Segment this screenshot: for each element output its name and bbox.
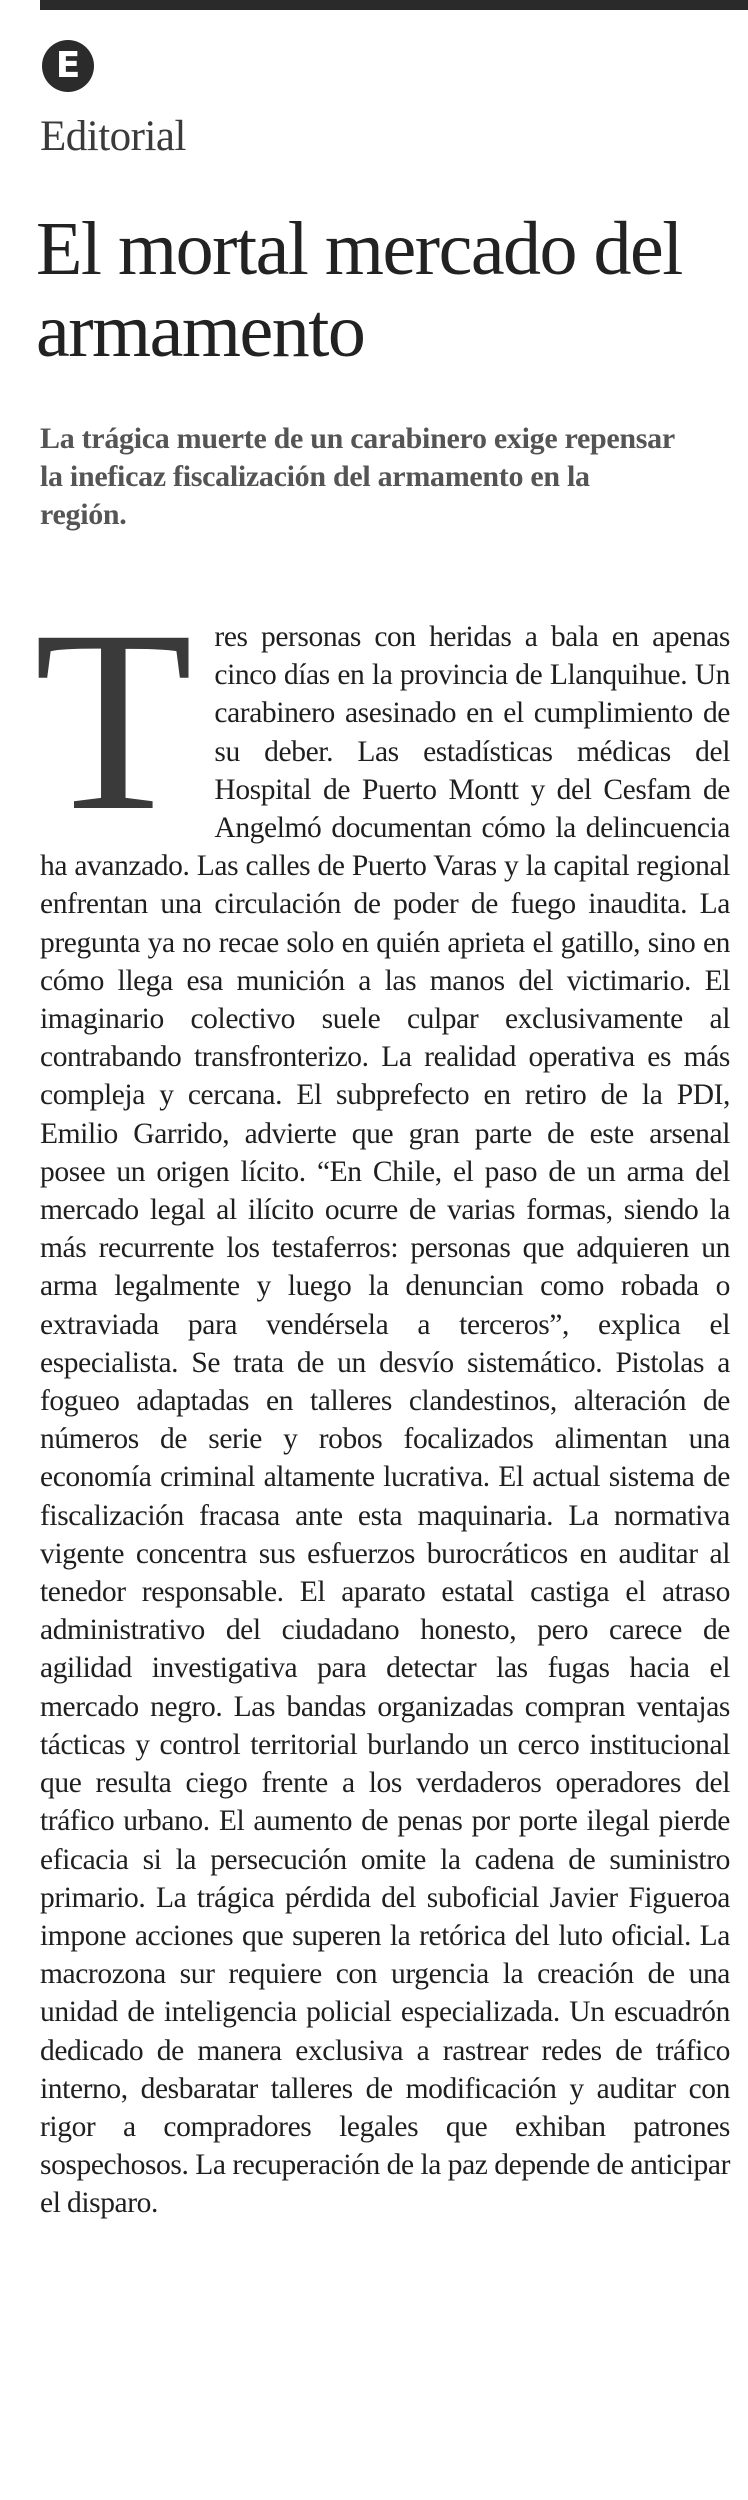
section-label: Editorial xyxy=(40,113,186,160)
drop-cap: T xyxy=(34,577,193,865)
article-body xyxy=(34,577,730,2223)
article-title: El mortal mercado del armamento xyxy=(36,207,682,373)
editorial-badge-icon xyxy=(42,40,94,92)
article-deck: La trágica muerte de un carabinero exige repensar la ineficaz fiscalización del armamento en la región. xyxy=(40,422,675,531)
badge-letter: E xyxy=(55,45,81,86)
article-body-text: res personas con heridas a bala en apenas cinco días en la provincia de Llanquihue. Un carabinero asesinado en el cumplimiento de su deber. Las estadísticas médicas del Hospital de Puerto Montt y del Cesfam de Angelmó documentan cómo la delincuencia ha avanzado. Las calles de Puerto Varas y la capital regional enfrentan una circulación de poder de fuego inaudita. La pregunta ya no recae solo en quién aprieta el gatillo, sino en cómo llega esa munición a las manos del victimario. El imaginario colectivo suele culpar exclusivamente al contrabando transfronterizo. La realidad operativa es más compleja y cercana. El subprefecto en retiro de la PDI, Emilio Garrido, advierte que gran parte de este arsenal posee un origen lícito. “En Chile, el paso de un arma del mercado legal al ilícito ocurre de varias formas, siendo la más recurrente los testaferros: personas que adquieren un arma legalmente y luego la denuncian como robada o extraviada para vendérsela a terceros”, explica el especialista. Se trata de un desvío sistemático. Pistolas a fogueo adaptadas en talleres clandestinos, alteración de números de serie y robos focalizados alimentan una economía criminal altamente lucrativa. El actual sistema de fiscalización fracasa ante esta maquinaria. La normativa vigente concentra sus esfuerzos burocráticos en auditar al tenedor responsable. El aparato estatal castiga el atraso administrativo del ciudadano honesto, pero carece de agilidad investigativa para detectar las fugas hacia el mercado negro. Las bandas organizadas compran ventajas tácticas y control territorial burlando un cerco institucional que resulta ciego frente a los verdaderos operadores del tráfico urbano. El aumento de penas por porte ilegal pierde eficacia si la persecución omite la cadena de suministro primario. La trágica pérdida del suboficial Javier Figueroa impone acciones que superen la retórica del luto oficial. La macrozona sur requiere con urgencia la creación de una unidad de inteligencia policial especializada. Un escuadrón dedicado de manera exclusiva a rastrear redes de tráfico interno, desbaratar talleres de modificación y auditar con rigor a compradores legales que exhiban patrones sospechosos. La recuperación de la paz depende de anticipar el disparo. xyxy=(40,621,730,2220)
top-rule xyxy=(40,0,748,10)
